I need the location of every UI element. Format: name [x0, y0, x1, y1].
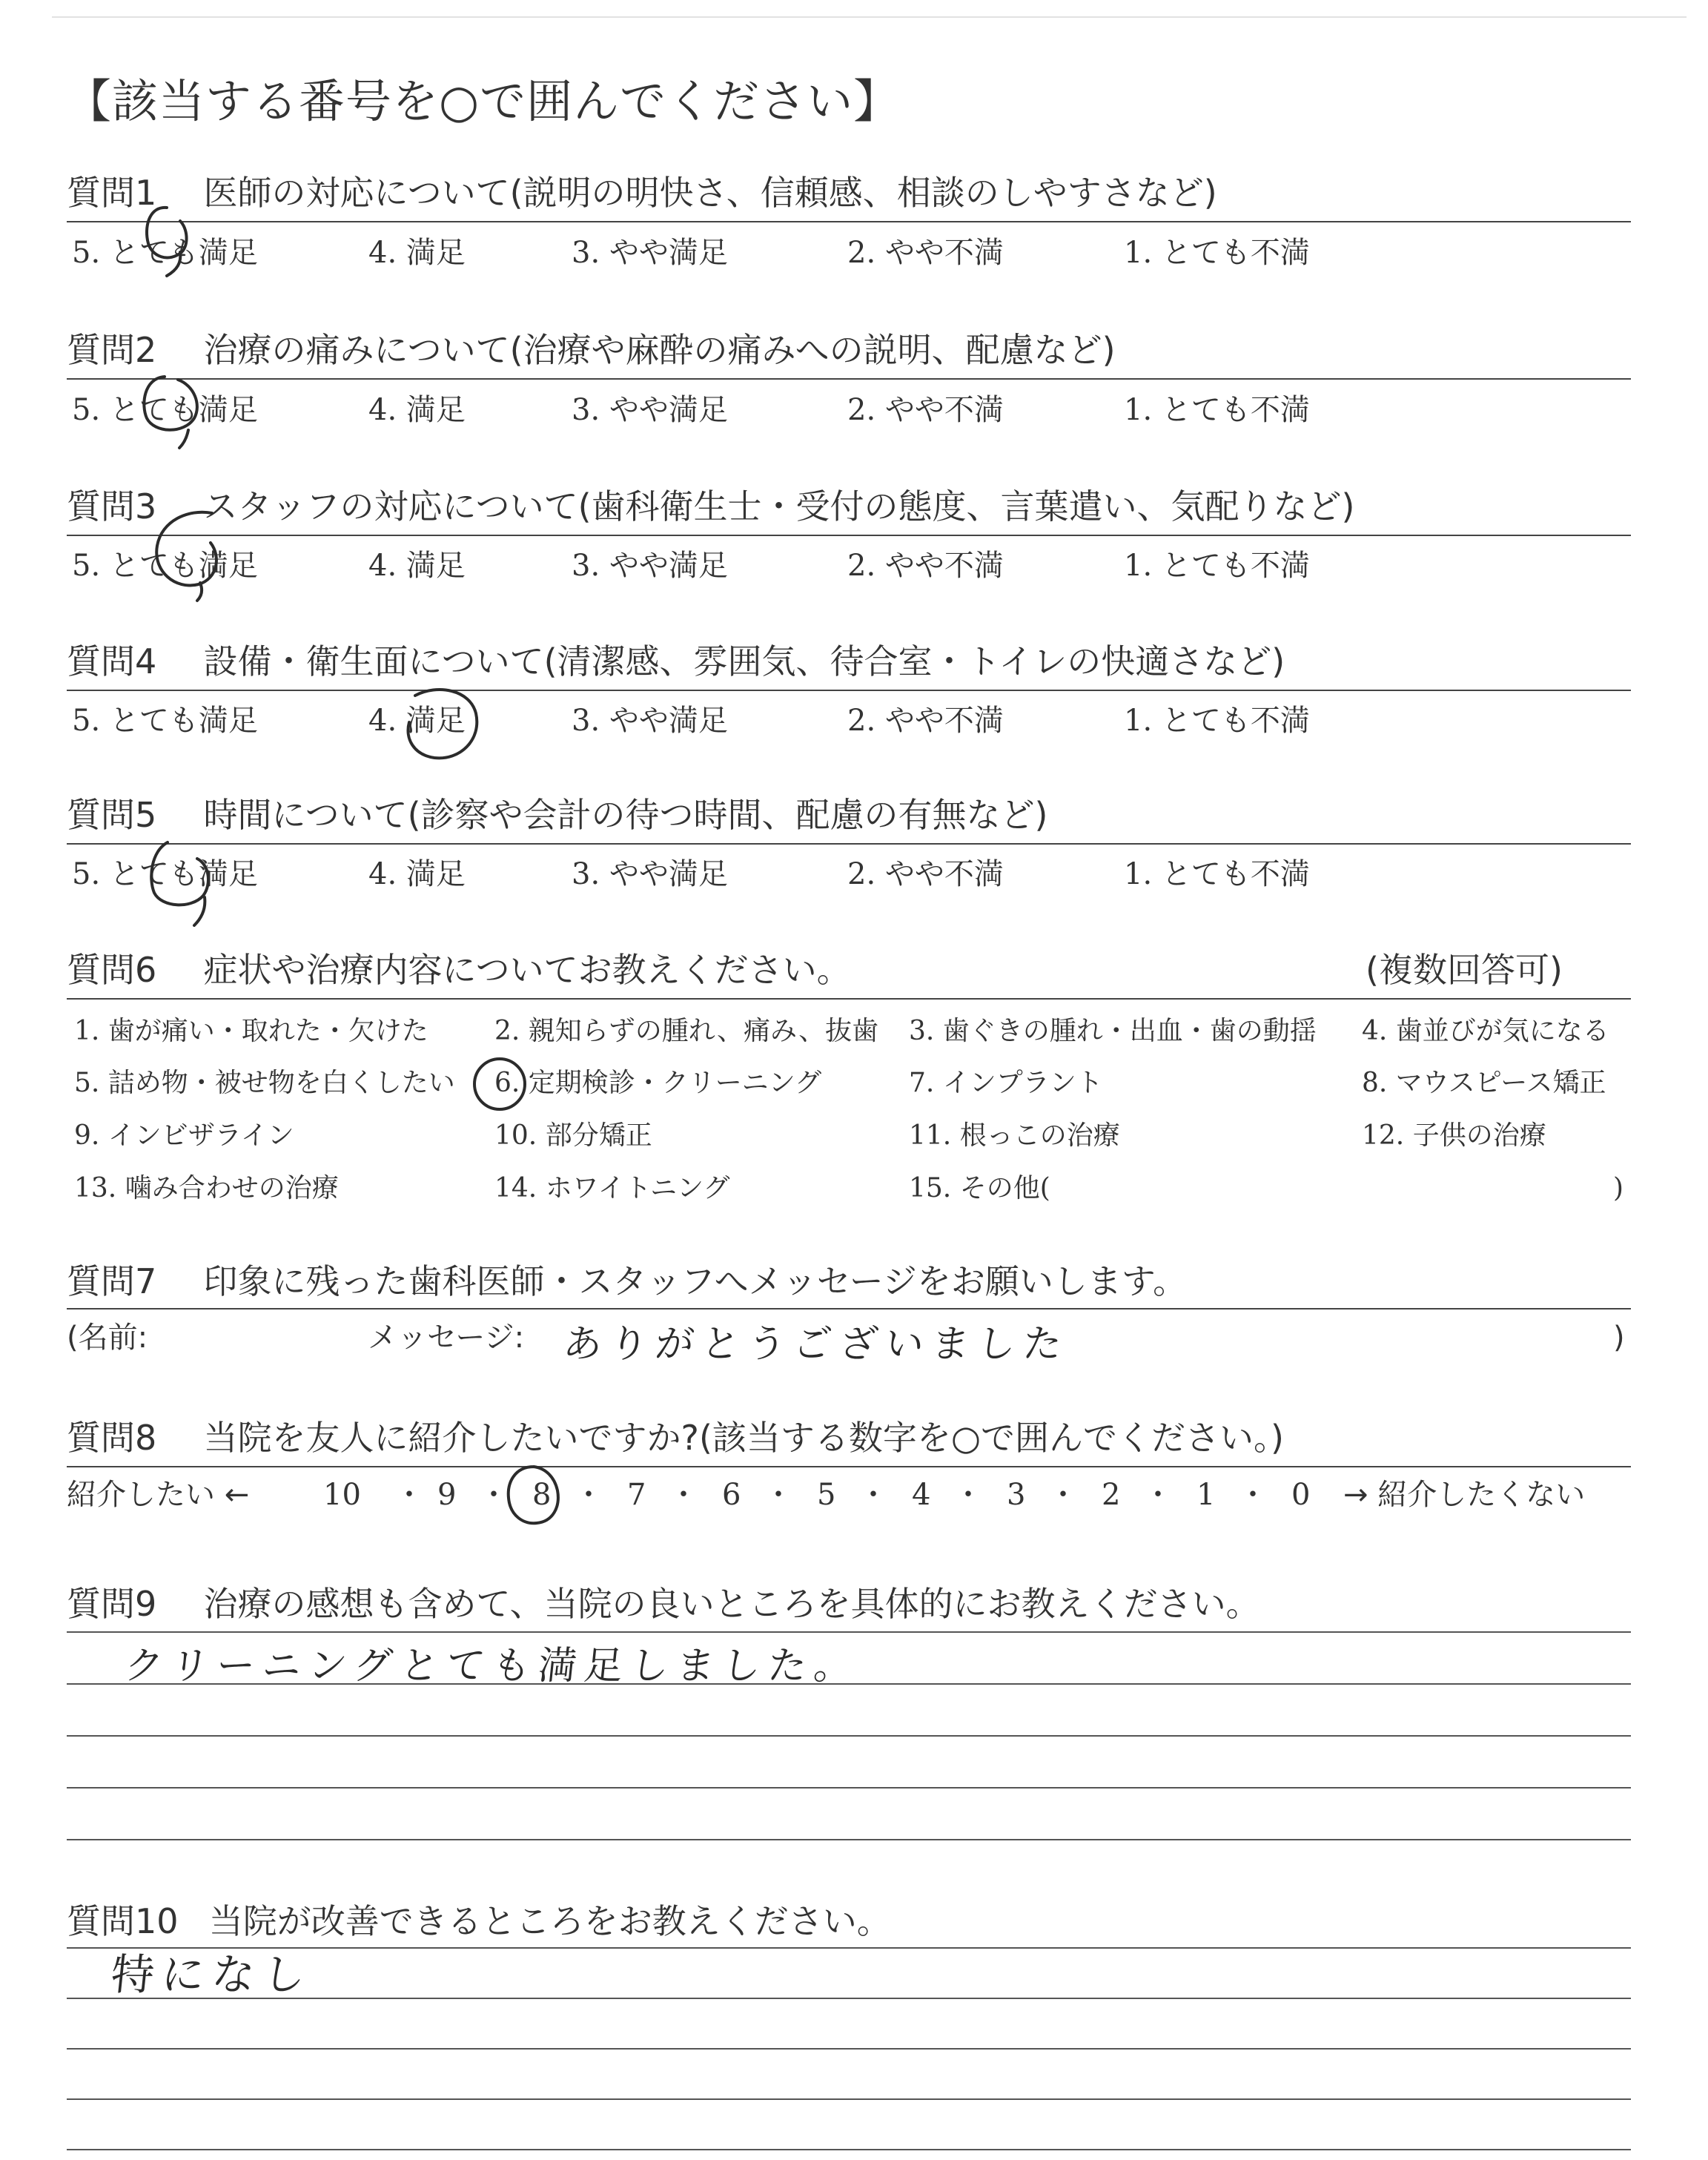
- q2-option-1[interactable]: 1. とても不満: [1124, 393, 1310, 427]
- q6-option-8[interactable]: 8. マウスピース矯正: [1362, 1068, 1606, 1098]
- q3-option-5[interactable]: 5. とても満足: [72, 549, 258, 583]
- q8-scale-9[interactable]: 9: [437, 1478, 457, 1512]
- q9-answer[interactable]: クリーニングとても満足しました。: [122, 1644, 863, 1688]
- q8-sep: ・: [1048, 1478, 1078, 1512]
- question-8-text: 当院を友人に紹介したいですか?(該当する数字を○で囲んでください。): [203, 1418, 1284, 1458]
- q6-option-12[interactable]: 12. 子供の治療: [1362, 1120, 1546, 1151]
- question-6-rule: [67, 998, 1631, 1000]
- q10-answer-line-5: [67, 2149, 1631, 2150]
- question-4-label: 質問4: [67, 641, 157, 681]
- q2-option-5[interactable]: 5. とても満足: [72, 393, 258, 427]
- question-4-text: 設備・衛生面について(清潔感、雰囲気、待合室・トイレの快適さなど): [203, 641, 1285, 681]
- question-5-rule: [67, 843, 1631, 845]
- q2-option-3[interactable]: 3. やや満足: [572, 393, 728, 427]
- q3-selection-circle: [141, 507, 230, 604]
- q10-answer-line-4: [67, 2098, 1631, 2100]
- question-6-heading: [67, 944, 851, 996]
- q8-scale-8[interactable]: 8: [532, 1478, 552, 1512]
- question-9-label: 質問9: [67, 1584, 157, 1624]
- q6-option-3[interactable]: 3. 歯ぐきの腫れ・出血・歯の動揺: [909, 1016, 1317, 1046]
- q7-close: ): [1613, 1321, 1625, 1355]
- q8-sep: ・: [1143, 1478, 1173, 1512]
- q5-option-4[interactable]: 4. 満足: [368, 857, 466, 891]
- q5-option-5[interactable]: 5. とても満足: [72, 857, 258, 891]
- question-2-text: 治療の痛みについて(治療や麻酔の痛みへの説明、配慮など): [203, 330, 1116, 370]
- q3-option-4[interactable]: 4. 満足: [368, 549, 466, 583]
- q6-option-4[interactable]: 4. 歯並びが気になる: [1362, 1016, 1609, 1046]
- question-9-heading: [67, 1578, 1260, 1630]
- question-6-text: 症状や治療内容についてお教えください。: [203, 950, 851, 990]
- q6-option-11[interactable]: 11. 根っこの治療: [909, 1120, 1120, 1151]
- question-8-label: 質問8: [67, 1418, 157, 1458]
- q4-option-1[interactable]: 1. とても不満: [1124, 704, 1310, 738]
- q8-scale-6[interactable]: 6: [722, 1478, 741, 1512]
- question-10-text: 当院が改善できるところをお教えください。: [208, 1901, 891, 1941]
- question-1-text: 医師の対応について(説明の明快さ、信頼感、相談のしやすさなど): [203, 173, 1217, 213]
- q3-option-1[interactable]: 1. とても不満: [1124, 549, 1310, 583]
- q8-scale-0[interactable]: 0: [1291, 1478, 1311, 1512]
- question-9-text: 治療の感想も含めて、当院の良いところを具体的にお教えください。: [203, 1584, 1260, 1624]
- q8-sep: ・: [953, 1478, 983, 1512]
- q6-option-1[interactable]: 1. 歯が痛い・取れた・欠けた: [74, 1016, 428, 1046]
- question-7-text: 印象に残った歯科医師・スタッフへメッセージをお願いします。: [203, 1261, 1188, 1301]
- q10-answer-line-3: [67, 2048, 1631, 2050]
- q8-scale-7[interactable]: 7: [627, 1478, 646, 1512]
- q6-option-9[interactable]: 9. インビザライン: [74, 1120, 294, 1151]
- form-title: 【該当する番号を○で囲んでください】: [65, 74, 901, 128]
- q10-answer[interactable]: 特になし: [108, 1949, 316, 2000]
- q2-option-4[interactable]: 4. 満足: [368, 393, 466, 427]
- question-5-heading: [67, 789, 1048, 841]
- q6-option-6[interactable]: 6. 定期検診・クリーニング: [494, 1068, 822, 1098]
- q9-answer-line-5: [67, 1839, 1631, 1840]
- q4-selection-circle: [393, 681, 489, 770]
- q1-option-3[interactable]: 3. やや満足: [572, 236, 728, 270]
- q5-option-2[interactable]: 2. やや不満: [847, 857, 1004, 891]
- q8-scale-3[interactable]: 3: [1007, 1478, 1026, 1512]
- q6-option-14[interactable]: 14. ホワイトニング: [494, 1173, 730, 1203]
- question-2-label: 質問2: [67, 330, 157, 370]
- question-10-heading: [67, 1895, 891, 1947]
- q8-scale-2[interactable]: 2: [1102, 1478, 1121, 1512]
- q8-sep: ・: [669, 1478, 698, 1512]
- q7-name-label: (名前:: [67, 1321, 148, 1355]
- q8-scale-4[interactable]: 4: [912, 1478, 931, 1512]
- q8-scale-5[interactable]: 5: [817, 1478, 836, 1512]
- q5-option-1[interactable]: 1. とても不満: [1124, 857, 1310, 891]
- question-1-label: 質問1: [67, 173, 157, 213]
- question-4-heading: [67, 635, 1285, 687]
- q8-sep: ・: [479, 1478, 509, 1512]
- q8-scale-10[interactable]: 10: [323, 1478, 361, 1512]
- question-8-heading: [67, 1412, 1284, 1464]
- question-6-label: 質問6: [67, 950, 157, 990]
- q3-option-3[interactable]: 3. やや満足: [572, 549, 728, 583]
- question-5-text: 時間について(診察や会計の待つ時間、配慮の有無など): [203, 795, 1048, 835]
- question-6-note: (複数回答可): [1366, 950, 1563, 990]
- q4-option-3[interactable]: 3. やや満足: [572, 704, 728, 738]
- question-7-rule: [67, 1308, 1631, 1309]
- q8-sep: ・: [858, 1478, 888, 1512]
- question-8-rule: [67, 1466, 1631, 1467]
- page-top-border: [52, 16, 1687, 18]
- q6-selection-circle: [467, 1053, 534, 1115]
- q4-option-4[interactable]: 4. 満足: [368, 704, 466, 738]
- q5-selection-circle: [138, 835, 227, 931]
- q8-sep: ・: [1238, 1478, 1268, 1512]
- question-2-rule: [67, 378, 1631, 380]
- q7-message-label: メッセージ:: [368, 1321, 525, 1355]
- q6-other-close: ): [1613, 1173, 1624, 1203]
- q9-answer-line-1: [67, 1631, 1631, 1633]
- question-5-label: 質問5: [67, 795, 157, 835]
- q6-option-15[interactable]: 15. その他(: [909, 1173, 1050, 1203]
- question-3-rule: [67, 535, 1631, 536]
- q6-option-2[interactable]: 2. 親知らずの腫れ、痛み、抜歯: [494, 1016, 879, 1046]
- q8-left-label: 紹介したい ←: [67, 1478, 250, 1512]
- q8-scale-1[interactable]: 1: [1196, 1478, 1216, 1512]
- q2-option-2[interactable]: 2. やや不満: [847, 393, 1004, 427]
- q5-option-3[interactable]: 3. やや満足: [572, 857, 728, 891]
- question-1-rule: [67, 221, 1631, 222]
- q2-selection-circle: [132, 363, 214, 452]
- question-7-heading: [67, 1255, 1187, 1307]
- q8-sep: ・: [764, 1478, 793, 1512]
- q8-selection-circle: [498, 1461, 572, 1535]
- question-2-heading: [67, 324, 1116, 376]
- q1-selection-circle: [137, 199, 204, 280]
- q8-right-label: → 紹介したくない: [1343, 1478, 1586, 1512]
- q8-sep: ・: [394, 1478, 424, 1512]
- question-7-label: 質問7: [67, 1261, 157, 1301]
- question-3-heading: [67, 480, 1355, 532]
- q8-sep: ・: [574, 1478, 603, 1512]
- q6-option-7[interactable]: 7. インプラント: [909, 1068, 1103, 1098]
- q9-answer-line-4: [67, 1787, 1631, 1789]
- question-4-rule: [67, 690, 1631, 691]
- q4-option-5[interactable]: 5. とても満足: [72, 704, 258, 738]
- q3-option-2[interactable]: 2. やや不満: [847, 549, 1004, 583]
- question-3-text: スタッフの対応について(歯科衛生士・受付の態度、言葉遣い、気配りなど): [203, 486, 1355, 526]
- q1-option-2[interactable]: 2. やや不満: [847, 236, 1004, 270]
- q4-option-2[interactable]: 2. やや不満: [847, 704, 1004, 738]
- q6-option-13[interactable]: 13. 噛み合わせの治療: [74, 1173, 339, 1203]
- q1-option-4[interactable]: 4. 満足: [368, 236, 466, 270]
- q9-answer-line-3: [67, 1735, 1631, 1737]
- question-3-label: 質問3: [67, 486, 157, 526]
- q7-message-answer[interactable]: ありがとうございました: [560, 1322, 1072, 1367]
- q1-option-1[interactable]: 1. とても不満: [1124, 236, 1310, 270]
- q6-option-5[interactable]: 5. 詰め物・被せ物を白くしたい: [74, 1068, 455, 1098]
- q1-option-5[interactable]: 5. とても満足: [72, 236, 258, 270]
- question-1-heading: [67, 167, 1217, 219]
- q6-option-10[interactable]: 10. 部分矯正: [494, 1120, 652, 1151]
- question-10-label: 質問10: [67, 1901, 179, 1941]
